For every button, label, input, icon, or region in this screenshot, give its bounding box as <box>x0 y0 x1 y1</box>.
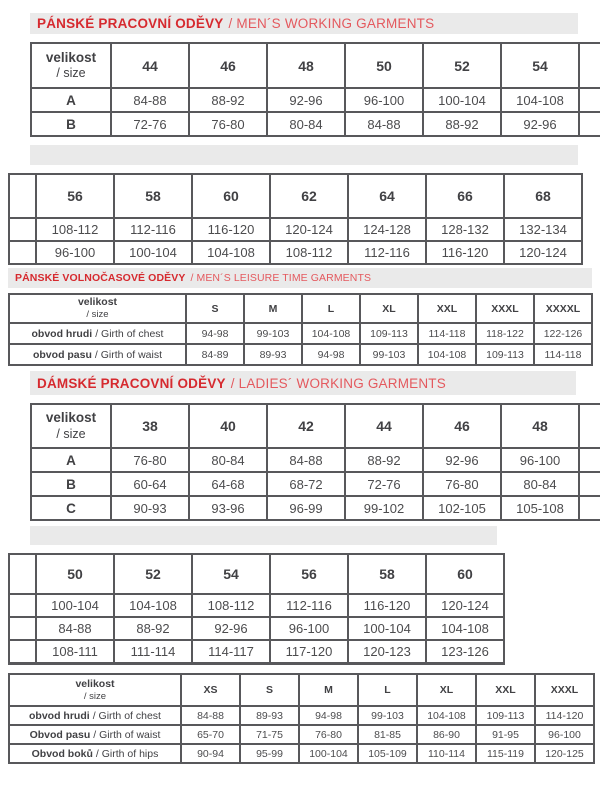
value-cell: 84-88 <box>345 112 423 136</box>
row-label: C <box>31 496 111 520</box>
value-cell: 108-111 <box>36 640 114 663</box>
heading-czech-text: PÁNSKÉ PRACOVNÍ ODĚVY <box>37 16 224 31</box>
value-cell: 124-128 <box>348 218 426 241</box>
value-cell: 116-120 <box>348 594 426 617</box>
row-label <box>9 323 186 344</box>
table-row <box>9 706 594 725</box>
table-row <box>9 323 592 344</box>
table-row <box>9 725 594 744</box>
size-corner-cell <box>9 294 186 323</box>
empty-cell <box>9 554 36 594</box>
size-header-cell: 52 <box>423 43 501 88</box>
table-row <box>9 344 592 365</box>
size-header-cell: XXXL <box>476 294 534 323</box>
value-cell: 88-92 <box>423 112 501 136</box>
row-label-en: / Girth of waist <box>94 348 163 361</box>
row-label: A <box>31 448 111 472</box>
value-cell: 72-76 <box>111 112 189 136</box>
value-cell: 105-108 <box>501 496 579 520</box>
size-header-cell: L <box>358 674 417 706</box>
value-cell: 96-100 <box>535 725 594 744</box>
value-cell: 112-116 <box>114 218 192 241</box>
value-cell: 128-132 <box>426 218 504 241</box>
empty-cell <box>9 218 36 241</box>
value-cell: 88-92 <box>114 617 192 640</box>
size-header-cell: S <box>186 294 244 323</box>
size-header-cell: 46 <box>189 43 267 88</box>
table-row <box>9 744 594 763</box>
size-header-cell: 50 <box>345 43 423 88</box>
empty-cell <box>9 241 36 264</box>
size-header-cell: XXXXL <box>534 294 592 323</box>
table-row <box>31 112 600 136</box>
empty-cell <box>579 88 600 112</box>
value-cell: 76-80 <box>189 112 267 136</box>
value-cell: 109-113 <box>476 706 535 725</box>
row-label: B <box>31 472 111 496</box>
corner-label-en: / size <box>56 426 86 441</box>
value-cell: 132-134 <box>504 218 582 241</box>
value-cell: 84-88 <box>111 88 189 112</box>
size-header-cell: 64 <box>348 174 426 218</box>
size-header-cell: 42 <box>267 404 345 448</box>
value-cell: 105-109 <box>358 744 417 763</box>
value-cell: 102-105 <box>423 496 501 520</box>
size-header-cell: 46 <box>423 404 501 448</box>
value-cell: 104-108 <box>417 706 476 725</box>
value-cell: 117-120 <box>270 640 348 663</box>
value-cell: 68-72 <box>267 472 345 496</box>
table-mens-leisure <box>8 293 593 366</box>
value-cell: 72-76 <box>345 472 423 496</box>
empty-cell <box>9 640 36 663</box>
corner-label-en: / size <box>83 690 107 702</box>
value-cell: 110-114 <box>417 744 476 763</box>
size-header-cell: 48 <box>501 404 579 448</box>
empty-cell <box>579 43 600 88</box>
size-header-cell: 58 <box>348 554 426 594</box>
row-label-en: / Girth of chest <box>92 709 161 722</box>
value-cell: 104-108 <box>418 344 476 365</box>
value-cell: 120-125 <box>535 744 594 763</box>
size-corner-cell <box>31 404 111 448</box>
size-header-cell: 38 <box>111 404 189 448</box>
value-cell: 91-95 <box>476 725 535 744</box>
value-cell: 76-80 <box>423 472 501 496</box>
value-cell: 109-113 <box>476 344 534 365</box>
value-cell: 89-93 <box>240 706 299 725</box>
size-header-cell: 68 <box>504 174 582 218</box>
value-cell: 93-96 <box>189 496 267 520</box>
value-cell: 96-100 <box>36 241 114 264</box>
value-cell: 76-80 <box>111 448 189 472</box>
size-header-cell: 54 <box>192 554 270 594</box>
size-header-cell: 66 <box>426 174 504 218</box>
value-cell: 120-123 <box>348 640 426 663</box>
value-cell: 112-116 <box>270 594 348 617</box>
size-header-cell: 40 <box>189 404 267 448</box>
value-cell: 99-103 <box>244 323 302 344</box>
value-cell: 64-68 <box>189 472 267 496</box>
value-cell: 96-99 <box>267 496 345 520</box>
heading-mens-working <box>30 13 578 34</box>
value-cell: 108-112 <box>36 218 114 241</box>
table-row <box>9 640 504 663</box>
value-cell: 81-85 <box>358 725 417 744</box>
value-cell: 84-89 <box>186 344 244 365</box>
size-header-cell: 44 <box>345 404 423 448</box>
value-cell: 120-124 <box>504 241 582 264</box>
value-cell: 104-108 <box>501 88 579 112</box>
size-header-cell: 44 <box>111 43 189 88</box>
table-row <box>9 241 582 264</box>
value-cell: 104-108 <box>114 594 192 617</box>
value-cell: 89-93 <box>244 344 302 365</box>
heading-english-text: / LADIES´ WORKING GARMENTS <box>230 375 446 391</box>
value-cell: 88-92 <box>189 88 267 112</box>
value-cell: 90-93 <box>111 496 189 520</box>
table-header-row <box>9 554 504 594</box>
corner-label-cz: velikost <box>77 296 118 308</box>
size-header-cell: M <box>299 674 358 706</box>
table-row <box>31 448 600 472</box>
corner-label-cz: velikost <box>75 677 115 690</box>
value-cell: 84-88 <box>36 617 114 640</box>
table-row <box>9 218 582 241</box>
value-cell: 99-103 <box>360 344 418 365</box>
value-cell: 86-90 <box>417 725 476 744</box>
value-cell: 114-117 <box>192 640 270 663</box>
value-cell: 120-124 <box>270 218 348 241</box>
table-header-row <box>9 294 592 323</box>
value-cell: 123-126 <box>426 640 504 663</box>
row-label-cz: Obvod pasu <box>29 728 91 741</box>
empty-cell <box>579 448 600 472</box>
row-label-cz: obvod pasu <box>32 348 92 361</box>
value-cell: 100-104 <box>299 744 358 763</box>
value-cell: 114-120 <box>535 706 594 725</box>
value-cell: 114-118 <box>534 344 592 365</box>
empty-cell <box>9 617 36 640</box>
size-corner-cell <box>31 43 111 88</box>
heading-english-text: / MEN´S LEISURE TIME GARMENTS <box>190 272 372 284</box>
size-header-cell: 62 <box>270 174 348 218</box>
row-label-en: / Girth of waist <box>93 728 161 741</box>
row-label <box>9 344 186 365</box>
row-label-cz: Obvod boků <box>31 747 93 760</box>
value-cell: 115-119 <box>476 744 535 763</box>
value-cell: 84-88 <box>181 706 240 725</box>
size-header-cell: M <box>244 294 302 323</box>
value-cell: 96-100 <box>270 617 348 640</box>
value-cell: 108-112 <box>270 241 348 264</box>
value-cell: 109-113 <box>360 323 418 344</box>
heading-czech-text: DÁMSKÉ PRACOVNÍ ODĚVY <box>37 375 226 391</box>
value-cell: 122-126 <box>534 323 592 344</box>
empty-cell <box>579 404 600 448</box>
heading-english-text: / MEN´S WORKING GARMENTS <box>228 16 435 31</box>
table-header-row <box>31 404 600 448</box>
value-cell: 100-104 <box>114 241 192 264</box>
row-label-en: / Girth of hips <box>95 747 159 760</box>
table-ladies-leisure <box>8 673 595 764</box>
corner-label-cz: velikost <box>45 49 97 65</box>
table-header-row <box>31 43 600 88</box>
corner-label-en: / size <box>56 66 86 81</box>
value-cell: 92-96 <box>423 448 501 472</box>
size-header-cell: XXL <box>476 674 535 706</box>
table-row <box>31 88 600 112</box>
empty-cell <box>579 112 600 136</box>
value-cell: 65-70 <box>181 725 240 744</box>
size-header-cell: 56 <box>270 554 348 594</box>
size-header-cell: XXXL <box>535 674 594 706</box>
value-cell: 96-100 <box>345 88 423 112</box>
row-label: A <box>31 88 111 112</box>
value-cell: 76-80 <box>299 725 358 744</box>
size-header-cell: 56 <box>36 174 114 218</box>
size-corner-cell <box>9 674 181 706</box>
table-header-row <box>9 174 582 218</box>
value-cell: 112-116 <box>348 241 426 264</box>
row-label <box>9 706 181 725</box>
size-header-cell: 48 <box>267 43 345 88</box>
value-cell: 80-84 <box>501 472 579 496</box>
row-label: B <box>31 112 111 136</box>
heading-czech-text: PÁNSKÉ VOLNOČASOVÉ ODĚVY <box>15 272 186 284</box>
separator-bar <box>30 145 578 165</box>
value-cell: 92-96 <box>501 112 579 136</box>
empty-cell <box>579 496 600 520</box>
value-cell: 88-92 <box>345 448 423 472</box>
value-cell: 108-112 <box>192 594 270 617</box>
size-header-cell: 54 <box>501 43 579 88</box>
size-header-cell: 50 <box>36 554 114 594</box>
table-row <box>31 472 600 496</box>
value-cell: 100-104 <box>348 617 426 640</box>
value-cell: 99-103 <box>358 706 417 725</box>
value-cell: 104-108 <box>426 617 504 640</box>
size-header-cell: S <box>240 674 299 706</box>
table-row <box>9 594 504 617</box>
value-cell: 80-84 <box>267 112 345 136</box>
table-ladies-working-sizes-50-60 <box>8 553 505 665</box>
table-mens-working-sizes-56-68 <box>8 173 583 265</box>
value-cell: 104-108 <box>192 241 270 264</box>
value-cell: 60-64 <box>111 472 189 496</box>
value-cell: 116-120 <box>192 218 270 241</box>
value-cell: 92-96 <box>267 88 345 112</box>
value-cell: 71-75 <box>240 725 299 744</box>
table-ladies-working-sizes-38-48 <box>30 403 600 527</box>
corner-label-cz: velikost <box>45 410 97 426</box>
value-cell: 100-104 <box>423 88 501 112</box>
value-cell: 100-104 <box>36 594 114 617</box>
size-header-cell: L <box>302 294 360 323</box>
value-cell: 95-99 <box>240 744 299 763</box>
corner-label-en: / size <box>86 309 109 321</box>
value-cell: 84-88 <box>267 448 345 472</box>
value-cell: 99-102 <box>345 496 423 520</box>
size-header-cell: 60 <box>192 174 270 218</box>
empty-cell <box>9 594 36 617</box>
table-header-row <box>9 674 594 706</box>
value-cell: 94-98 <box>186 323 244 344</box>
row-label <box>9 744 181 763</box>
table-mens-working-sizes-44-54 <box>30 42 600 144</box>
size-table <box>30 42 600 137</box>
size-header-cell: XXL <box>418 294 476 323</box>
row-label-en: / Girth of chest <box>95 327 164 340</box>
row-label-cz: obvod hrudi <box>29 709 90 722</box>
value-cell: 94-98 <box>299 706 358 725</box>
table-row <box>9 617 504 640</box>
empty-cell <box>9 174 36 218</box>
row-label <box>9 725 181 744</box>
row-label-cz: obvod hrudi <box>31 327 93 340</box>
size-header-cell: XL <box>417 674 476 706</box>
value-cell: 94-98 <box>302 344 360 365</box>
size-header-cell: 60 <box>426 554 504 594</box>
value-cell: 118-122 <box>476 323 534 344</box>
value-cell: 116-120 <box>426 241 504 264</box>
heading-mens-leisure <box>8 268 592 288</box>
size-header-cell: XS <box>181 674 240 706</box>
value-cell: 111-114 <box>114 640 192 663</box>
value-cell: 114-118 <box>418 323 476 344</box>
size-header-cell: XL <box>360 294 418 323</box>
table-row <box>31 496 600 520</box>
size-table <box>30 403 600 521</box>
empty-cell <box>579 472 600 496</box>
value-cell: 104-108 <box>302 323 360 344</box>
value-cell: 92-96 <box>192 617 270 640</box>
size-header-cell: 52 <box>114 554 192 594</box>
value-cell: 80-84 <box>189 448 267 472</box>
value-cell: 96-100 <box>501 448 579 472</box>
heading-ladies-working <box>30 371 576 395</box>
separator-bar <box>30 526 497 545</box>
size-header-cell: 58 <box>114 174 192 218</box>
value-cell: 90-94 <box>181 744 240 763</box>
value-cell: 120-124 <box>426 594 504 617</box>
